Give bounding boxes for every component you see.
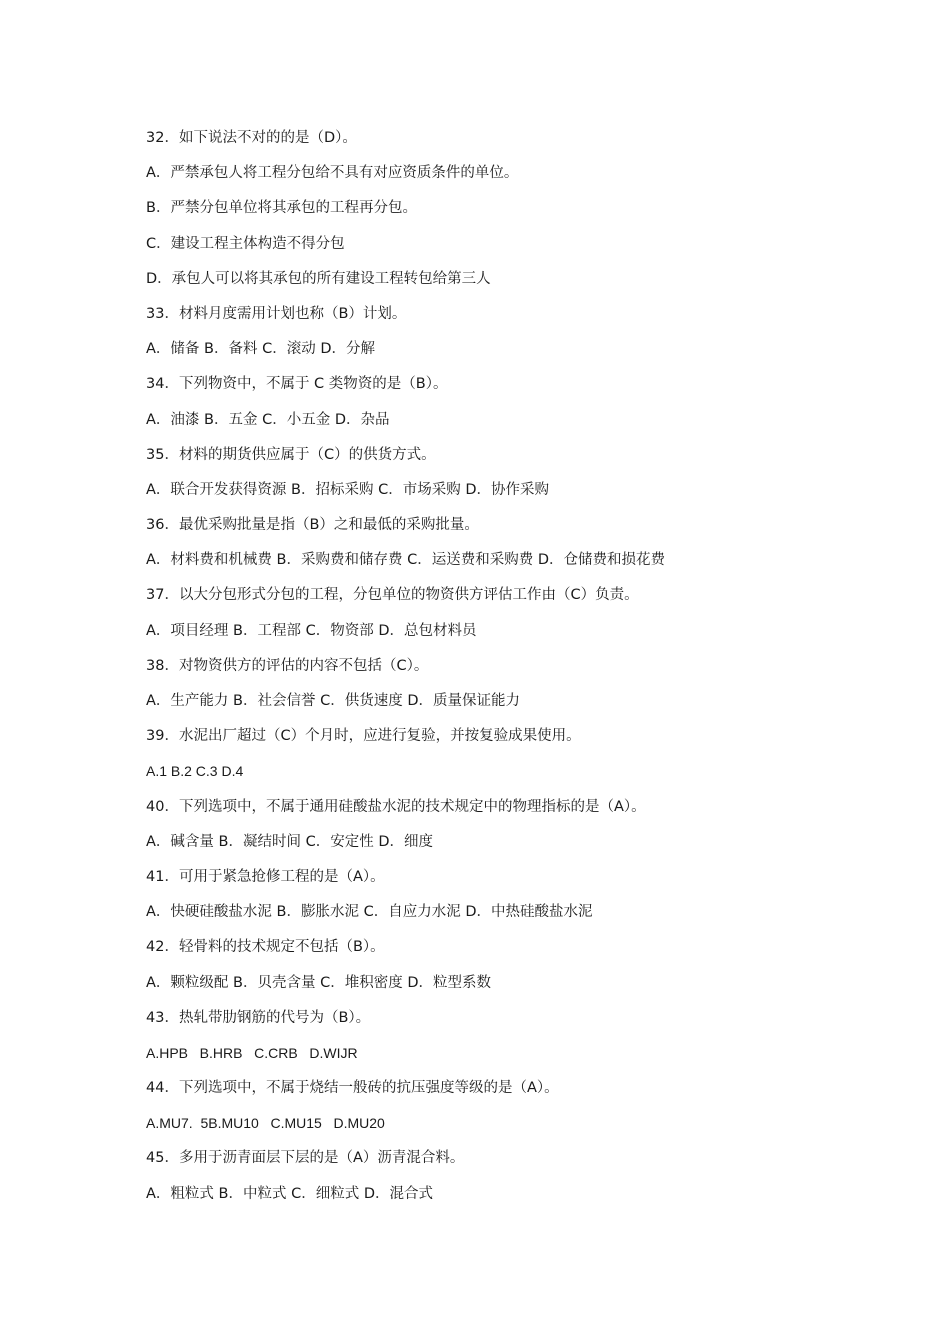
options-33: A．储备 B．备料 C．滚动 D．分解 (146, 341, 375, 358)
options-35: A．联合开发获得资源 B．招标采购 C．市场采购 D．协作采购 (146, 481, 549, 498)
question-44: 44．下列选项中，不属于烧结一般砖的抗压强度等级的是（A）。 (146, 1080, 559, 1097)
question-34: 34．下列物资中，不属于 C 类物资的是（B）。 (146, 376, 448, 393)
options-41: A．快硬硅酸盐水泥 B．膨胀水泥 C．自应力水泥 D．中热硅酸盐水泥 (146, 904, 593, 921)
options-36: A．材料费和机械费 B．采购费和储存费 C．运送费和采购费 D．仓储费和损花费 (146, 552, 665, 569)
question-38: 38．对物资供方的评估的内容不包括（C）。 (146, 657, 429, 674)
options-44: A.MU7. 5B.MU10 C.MU15 D.MU20 (146, 1115, 385, 1132)
question-33: 33．材料月度需用计划也称（B）计划。 (146, 305, 407, 322)
question-35: 35．材料的期货供应属于（C）的供货方式。 (146, 446, 436, 463)
options-38: A．生产能力 B．社会信誉 C．供货速度 D．质量保证能力 (146, 693, 520, 709)
question-45: 45．多用于沥青面层下层的是（A）沥青混合料。 (146, 1150, 465, 1167)
options-43: A.HPB B.HRB C.CRB D.WIJR (146, 1044, 358, 1061)
options-42: A．颗粒级配 B．贝壳含量 C．堆积密度 D．粒型系数 (146, 974, 491, 991)
question-41: 41．可用于紧急抢修工程的是（A）。 (146, 868, 385, 885)
option-line: D．承包人可以将其承包的所有建设工程转包给第三人 (146, 270, 491, 287)
question-32: 32．如下说法不对的的是（D）。 (146, 130, 357, 146)
options-37: A．项目经理 B．工程部 C．物资部 D．总包材料员 (146, 622, 477, 639)
option-line: B．严禁分包单位将其承包的工程再分包。 (146, 200, 417, 217)
options-45: A．粗粒式 B．中粒式 C．细粒式 D．混合式 (146, 1185, 433, 1202)
options-39: A.1 B.2 C.3 D.4 (146, 763, 244, 780)
option-line: A．严禁承包人将工程分包给不具有对应资质条件的单位。 (146, 165, 519, 182)
options-40: A．碱含量 B．凝结时间 C．安定性 D．细度 (146, 833, 433, 850)
question-list (146, 124, 886, 1215)
option-line: C．建设工程主体构造不得分包 (146, 235, 345, 252)
question-39: 39．水泥出厂超过（C）个月时，应进行复验，并按复验成果使用。 (146, 728, 581, 745)
question-37: 37．以大分包形式分包的工程，分包单位的物资供方评估工作由（C）负责。 (146, 587, 639, 604)
question-43: 43．热轧带肋钢筋的代号为（B）。 (146, 1009, 371, 1026)
question-42: 42．轻骨料的技术规定不包括（B）。 (146, 939, 385, 956)
options-34: A．油漆 B．五金 C．小五金 D．杂品 (146, 411, 390, 428)
question-36: 36．最优采购批量是指（B）之和最低的采购批量。 (146, 517, 479, 534)
question-40: 40．下列选项中，不属于通用硅酸盐水泥的技术规定中的物理指标的是（A）。 (146, 798, 646, 815)
